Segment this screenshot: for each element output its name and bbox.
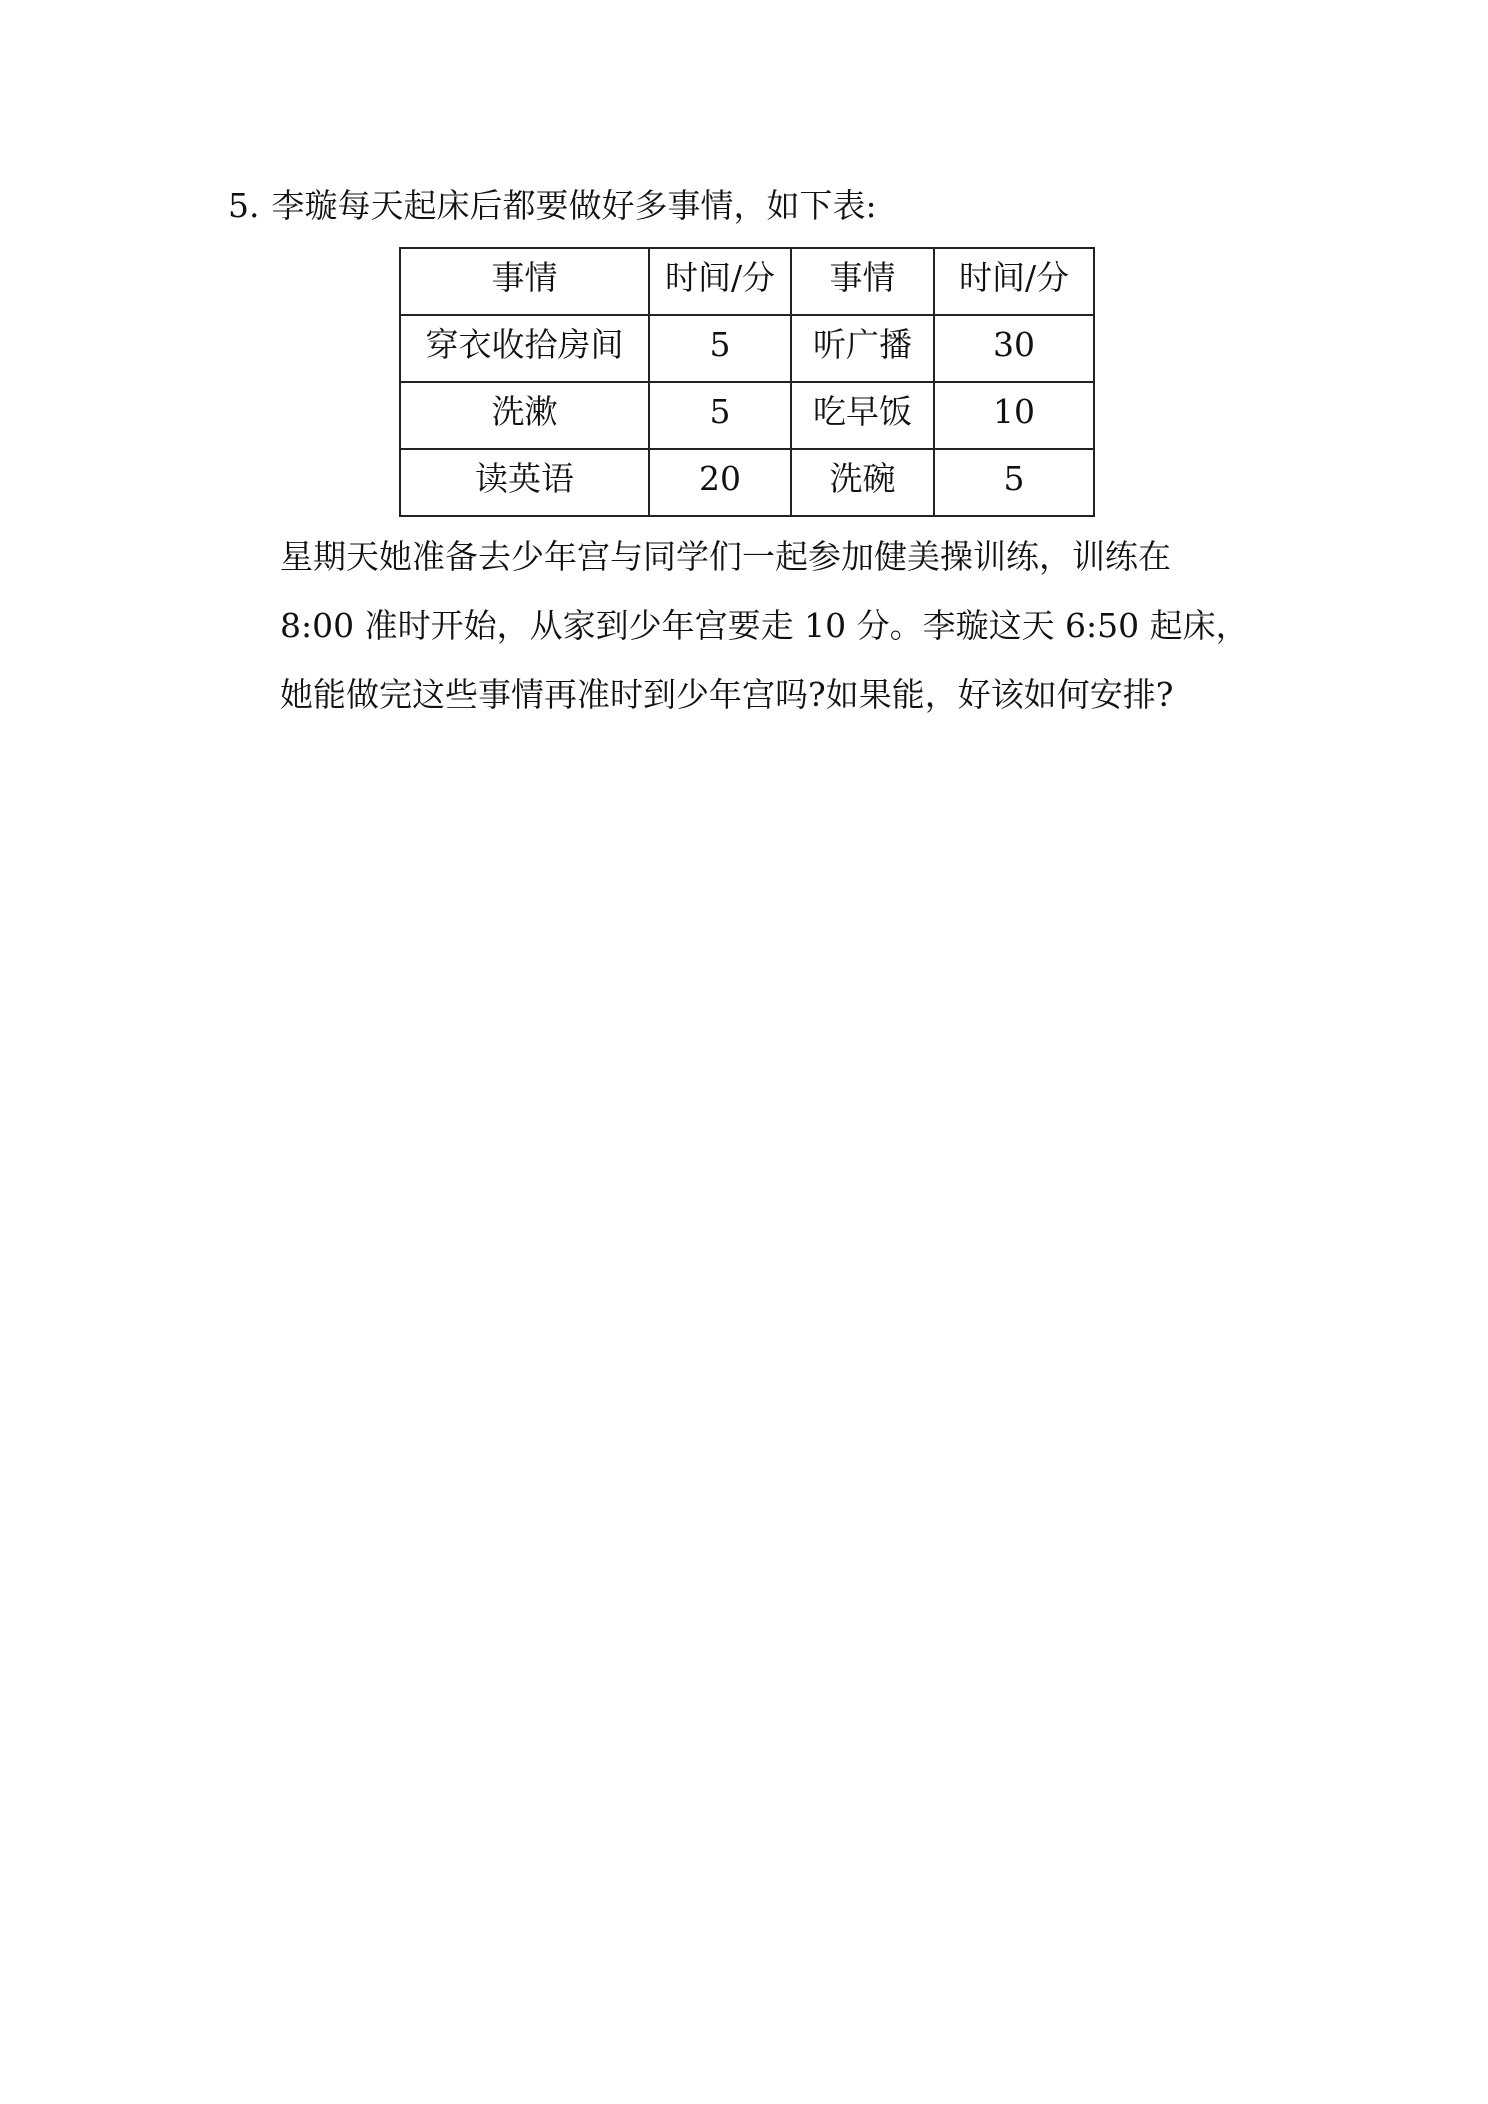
task-time-table — [399, 247, 1095, 517]
table-cell: 洗漱 — [400, 382, 649, 449]
table-row — [400, 449, 1094, 516]
table-cell: 5 — [649, 315, 791, 382]
table-header-cell: 事情 — [400, 248, 649, 315]
body-line: 8:00 准时开始，从家到少年宫要走 10 分。李璇这天 6:50 起床， — [280, 606, 1249, 645]
table-cell: 20 — [649, 449, 791, 516]
table-row — [400, 382, 1094, 449]
question-prompt: 李璇每天起床后都要做好多事情，如下表: — [271, 186, 877, 225]
body-line: 星期天她准备去少年宫与同学们一起参加健美操训练，训练在 — [280, 537, 1171, 576]
question-heading — [228, 182, 877, 230]
table-cell: 10 — [934, 382, 1094, 449]
table-header-cell: 时间/分 — [934, 248, 1094, 315]
table-cell: 5 — [934, 449, 1094, 516]
table-header-cell: 时间/分 — [649, 248, 791, 315]
table-cell: 吃早饭 — [791, 382, 934, 449]
table-cell: 30 — [934, 315, 1094, 382]
table-row — [400, 315, 1094, 382]
body-line: 她能做完这些事情再准时到少年宫吗?如果能，好该如何安排? — [280, 675, 1174, 714]
table-cell: 洗碗 — [791, 449, 934, 516]
table-header-row — [400, 248, 1094, 315]
table-cell: 穿衣收拾房间 — [400, 315, 649, 382]
question-number: 5. — [228, 186, 260, 225]
table-cell: 5 — [649, 382, 791, 449]
table-header-cell: 事情 — [791, 248, 934, 315]
table-cell: 听广播 — [791, 315, 934, 382]
question-body — [280, 522, 1290, 729]
table-cell: 读英语 — [400, 449, 649, 516]
